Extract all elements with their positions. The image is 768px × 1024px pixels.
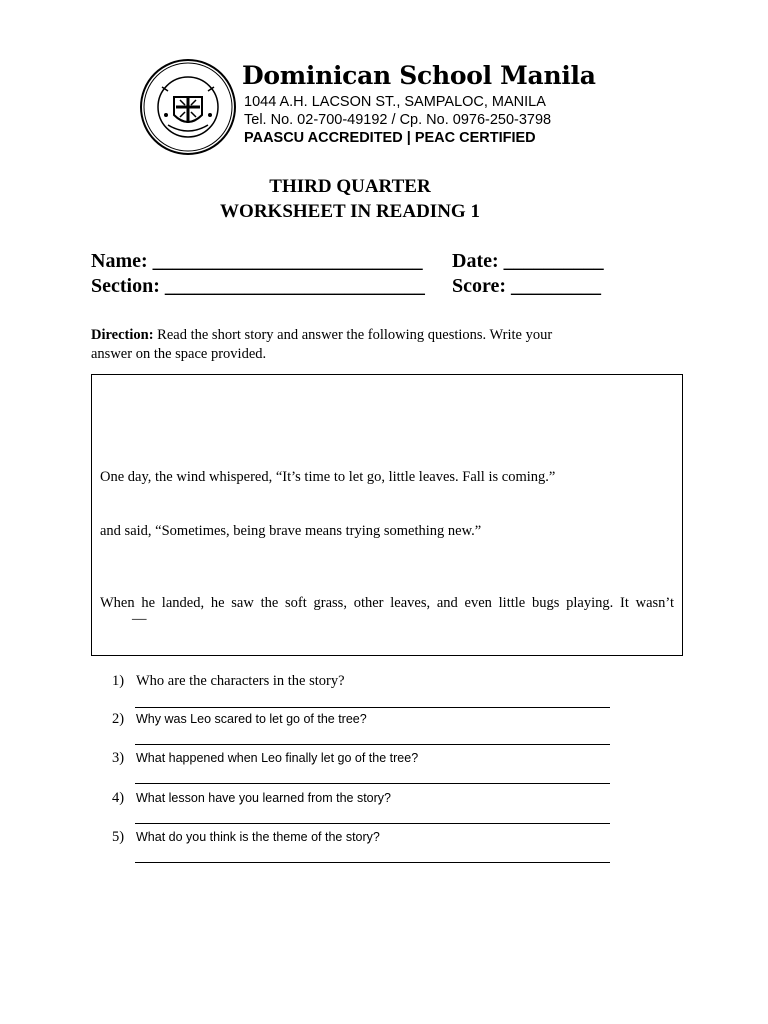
question-item: [112, 828, 380, 846]
question-item: [112, 789, 391, 807]
answer-line[interactable]: [135, 783, 610, 784]
worksheet-title-subject: WORKSHEET IN READING 1: [220, 201, 480, 222]
story-line: and said, “Sometimes, being brave means trying something new.”: [100, 523, 482, 539]
direction-text: [91, 326, 591, 364]
score-field[interactable]: Score: _________: [452, 275, 602, 297]
answer-line[interactable]: [135, 707, 610, 708]
school-accreditation: PAASCU ACCREDITED | PEAC CERTIFIED: [244, 130, 536, 146]
answer-line[interactable]: [135, 823, 610, 824]
question-item: [112, 749, 418, 767]
school-header: [138, 55, 596, 160]
answer-line[interactable]: [135, 744, 610, 745]
question-text: Why was Leo scared to let go of the tree?: [136, 712, 367, 726]
direction-body: Read the short story and answer the following questions. Write your answer on the space provided.: [91, 327, 553, 362]
question-number: 1): [112, 673, 125, 689]
question-number: 3): [112, 750, 125, 766]
answer-line[interactable]: [135, 862, 610, 863]
story-box: [91, 374, 683, 656]
story-line: When he landed, he saw the soft grass, other leaves, and even little bugs playing. It wasn’t: [100, 595, 674, 611]
question-text: What lesson have you learned from the story?: [136, 791, 391, 805]
question-text: What do you think is the theme of the story?: [136, 830, 380, 844]
question-number: 5): [112, 829, 125, 845]
direction-label: Direction:: [91, 327, 154, 343]
question-number: 2): [112, 711, 125, 727]
question-text: What happened when Leo finally let go of the tree?: [136, 751, 419, 765]
question-number: 4): [112, 790, 125, 806]
school-address: 1044 A.H. LACSON ST., SAMPALOC, MANILA: [244, 94, 546, 110]
name-field[interactable]: Name: ___________________________: [91, 250, 423, 272]
school-seal-logo: [138, 57, 238, 157]
seal-lettering: [138, 57, 238, 157]
question-item: [112, 710, 367, 728]
story-line: One day, the wind whispered, “It’s time to let go, little leaves. Fall is coming.”: [100, 469, 556, 485]
question-item: [112, 672, 345, 690]
story-line: —: [132, 611, 147, 627]
question-text: Who are the characters in the story?: [136, 673, 345, 689]
worksheet-title-quarter: THIRD QUARTER: [269, 176, 431, 197]
section-field[interactable]: Section: __________________________: [91, 275, 425, 297]
school-telephone: Tel. No. 02-700-49192 / Cp. No. 0976-250-3798: [244, 112, 552, 128]
school-name: Dominican School Manila: [242, 61, 596, 90]
date-field[interactable]: Date: __________: [452, 250, 604, 272]
